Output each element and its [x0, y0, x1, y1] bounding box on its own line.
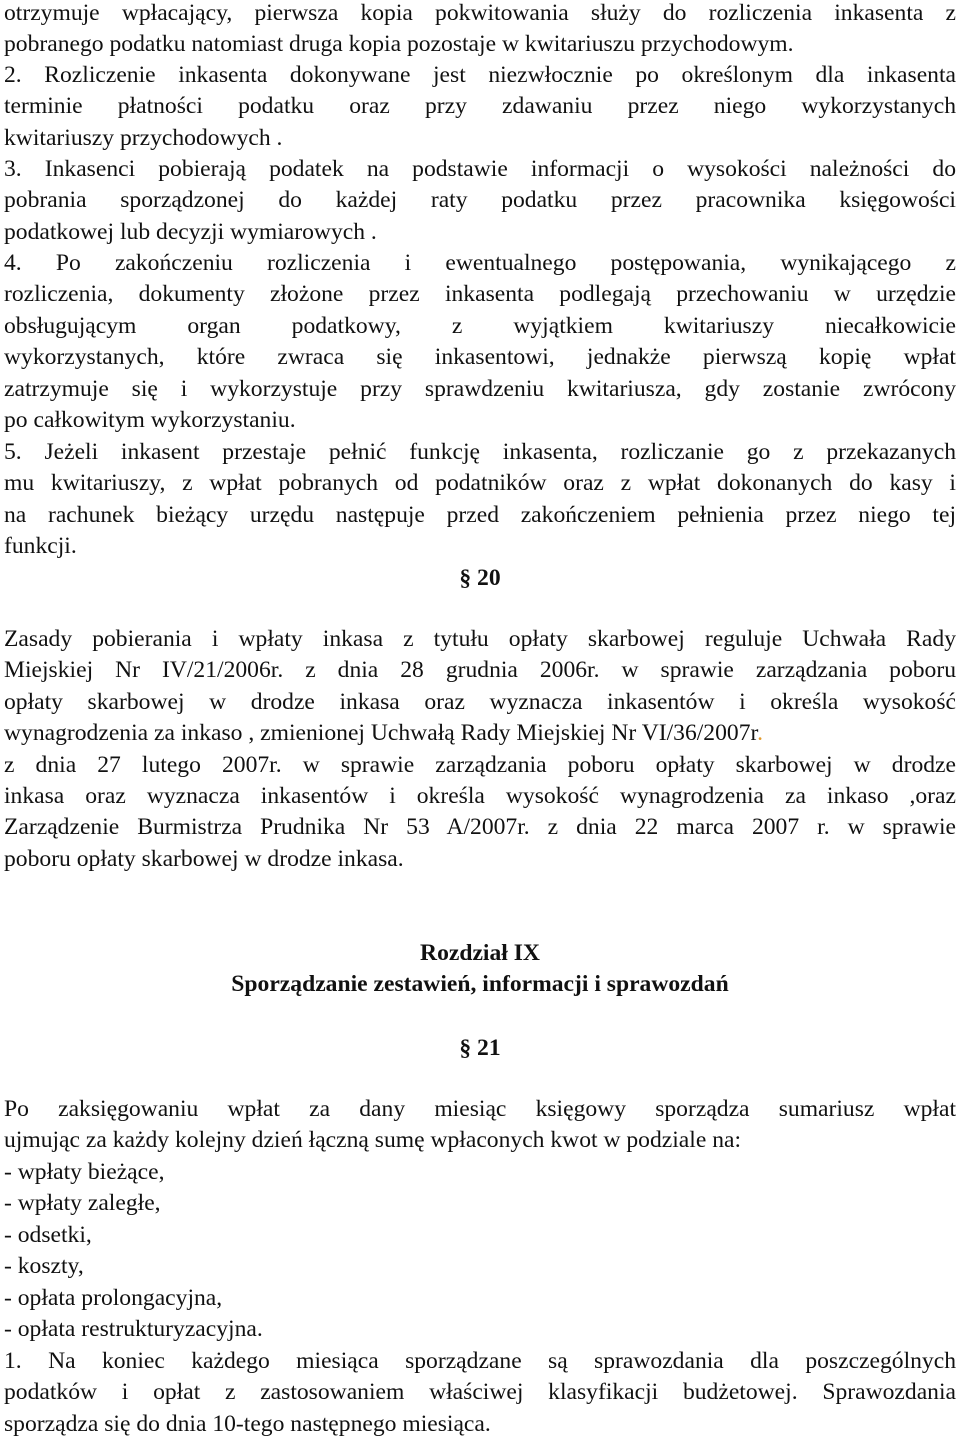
list-item: - wpłaty zaległe, [4, 1190, 161, 1217]
text-line: 3. Inkasenci pobierają podatek na podstawie informacji o wysokości należności do [4, 156, 956, 182]
text-line: 1. Na koniec każdego miesiąca sporządzane są sprawozdania dla poszczególnych [4, 1348, 956, 1374]
breakdown-list [4, 1157, 956, 1345]
chapter-title: Rozdział IX [420, 940, 540, 966]
text-line: Zarządzenie Burmistrza Prudnika Nr 53 A/2007r. z dnia 22 marca 2007 r. w sprawie [4, 814, 956, 841]
text-line: mu kwitariuszy, z wpłat pobranych od podatników oraz z wpłat dokonanych do kasy i [4, 470, 956, 497]
text-line: rozliczenia, dokumenty złożone przez inkasenta podlegają przechowaniu w urzędzie [4, 281, 956, 308]
paragraph-section-20 [4, 624, 956, 875]
text-line: poboru opłaty skarbowej w drodze inkasa. [4, 845, 404, 872]
text-line: Zasady pobierania i wpłaty inkasa z tytułu opłaty skarbowej reguluje Uchwała Rady [4, 626, 956, 652]
section-heading-21: § 21 [459, 1035, 501, 1061]
list-item-5 [4, 437, 956, 563]
chapter-subtitle: Sporządzanie zestawień, informacji i sprawozdań [231, 971, 729, 997]
list-item: - opłata prolongacyjna, [4, 1284, 223, 1311]
section-heading-20: § 20 [459, 565, 501, 591]
paragraph-section-21 [4, 1094, 956, 1157]
list-item: - koszty, [4, 1253, 84, 1280]
text-line: zatrzymuje się i wykorzystuje przy sprawdzeniu kwitariusza, gdy zostanie zwrócony [4, 375, 956, 402]
text-line: otrzymuje wpłacający, pierwsza kopia pokwitowania służy do rozliczenia inkasenta z [4, 0, 956, 26]
list-item: - odsetki, [4, 1221, 92, 1248]
list-item: - opłata restrukturyzacyjna. [4, 1316, 263, 1343]
accent-dot: . [757, 720, 763, 747]
text-line: funkcji. [4, 533, 77, 560]
text-line-content: wynagrodzenia za inkaso , zmienionej Uchwałą Rady Miejskiej Nr VI/36/2007r [4, 720, 758, 747]
text-line: opłaty skarbowej w drodze inkasa oraz wyznacza inkasentów i określa wysokość [4, 688, 956, 715]
text-line: podatkowej lub decyzji wymiarowych . [4, 218, 377, 245]
text-line: ujmując za każdy kolejny dzień łączną sumę wpłaconych kwot w podziale na: [4, 1127, 742, 1154]
text-line: 4. Po zakończeniu rozliczenia i ewentualnego postępowania, wynikającego z [4, 250, 956, 276]
list-item-4 [4, 248, 956, 436]
text-line: wykorzystanych, które zwraca się inkasentowi, jednakże pierwszą kopię wpłat [4, 344, 956, 371]
text-line: na rachunek bieżący urzędu następuje przed zakończeniem pełnienia przez niego tej [4, 501, 956, 528]
text-line: 5. Jeżeli inkasent przestaje pełnić funkcję inkasenta, rozliczanie go z przekazanych [4, 439, 956, 465]
text-line: sporządza się do dnia 10-tego następnego miesiąca. [4, 1410, 491, 1437]
text-line [4, 718, 956, 749]
text-line: po całkowitym wykorzystaniu. [4, 406, 296, 433]
list-item-3 [4, 154, 956, 248]
list-item-21-1 [4, 1346, 956, 1440]
text-line: pobranego podatku natomiast druga kopia pozostaje w kwitariuszu przychodowym. [4, 31, 794, 58]
text-line: pobrania sporządzonej do każdej raty podatku przez pracownika księgowości [4, 187, 956, 214]
text-line: z dnia 27 lutego 2007r. w sprawie zarządzania poboru opłaty skarbowej w drodze [4, 751, 956, 778]
list-item-2 [4, 60, 956, 154]
text-line: inkasa oraz wyznacza inkasentów i określa wysokość wynagrodzenia za inkaso ,oraz [4, 782, 956, 809]
text-line: podatków i opłat z zastosowaniem właściwej klasyfikacji budżetowej. Sprawozdania [4, 1379, 956, 1406]
text-line: obsługującym organ podatkowy, z wyjątkiem kwitariuszy niecałkowicie [4, 312, 956, 339]
text-line: kwitariuszy przychodowych . [4, 124, 283, 151]
text-line: Miejskiej Nr IV/21/2006r. z dnia 28 grudnia 2006r. w sprawie zarządzania poboru [4, 657, 956, 684]
text-line: Po zaksięgowaniu wpłat za dany miesiąc księgowy sporządza sumariusz wpłat [4, 1096, 956, 1122]
text-line: terminie płatności podatku oraz przy zdawaniu przez niego wykorzystanych [4, 93, 956, 120]
paragraph-continuation [4, 0, 956, 61]
text-line: 2. Rozliczenie inkasenta dokonywane jest niezwłocznie po określonym dla inkasenta [4, 62, 956, 88]
list-item: - wpłaty bieżące, [4, 1159, 165, 1185]
